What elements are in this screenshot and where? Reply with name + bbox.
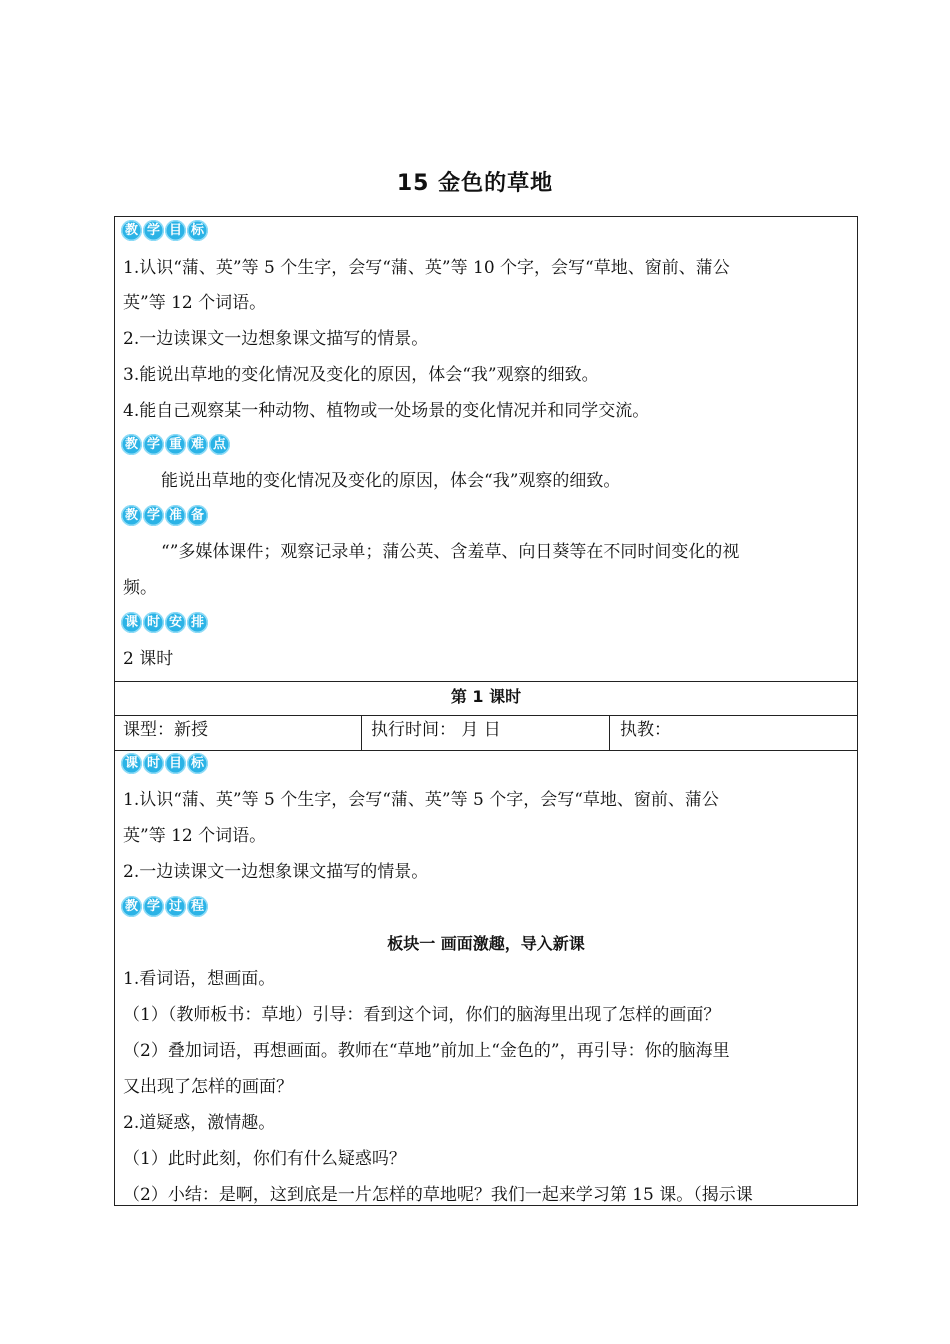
lesson-heading: 第 1 课时: [450, 687, 522, 706]
process-line: 2.道疑惑，激情趣。: [123, 1113, 276, 1133]
badge-char: 教: [121, 434, 142, 455]
badge-char: 过: [165, 896, 186, 917]
badge-char: 学: [143, 220, 164, 241]
execution-time: 执行时间： 月 日: [371, 720, 501, 740]
badge-char: 课: [121, 753, 142, 774]
badge-char: 教: [121, 505, 142, 526]
lesson-goal-line: 1.认识“蒲、英”等 5 个生字，会写“蒲、英”等 5 个字，会写“草地、窗前、蒲公: [123, 790, 719, 810]
divider: [609, 715, 610, 750]
process-line: （2）叠加词语，再想画面。教师在“草地”前加上“金色的”，再引导：你的脑海里: [123, 1041, 730, 1061]
schedule-text: 2 课时: [123, 649, 174, 669]
badge-char: 教: [121, 896, 142, 917]
badge-char: 目: [165, 753, 186, 774]
lesson-goal-line: 英”等 12 个词语。: [123, 826, 267, 846]
divider: [115, 715, 857, 716]
badge-char: 课: [121, 612, 142, 633]
objective-line: 4.能自己观察某一种动物、植物或一处场景的变化情况并和同学交流。: [123, 401, 650, 421]
schedule-badge: [121, 612, 208, 633]
objective-line: 3.能说出草地的变化情况及变化的原因，体会“我”观察的细致。: [123, 365, 599, 385]
badge-char: 标: [187, 753, 208, 774]
process-line: （1）（教师板书：草地）引导：看到这个词，你们的脑海里出现了怎样的画面？: [123, 1005, 721, 1025]
page-title: 15 金色的草地: [396, 171, 554, 196]
preparation-line: “”多媒体课件；观察记录单；蒲公英、含羞草、向日葵等在不同时间变化的视: [161, 542, 740, 562]
lesson-type: 课型：新授: [123, 720, 208, 740]
badge-char: 时: [143, 753, 164, 774]
objective-line: 2.一边读课文一边想象课文描写的情景。: [123, 329, 429, 349]
badge-char: 难: [187, 434, 208, 455]
divider: [115, 750, 857, 751]
key-points-text: 能说出草地的变化情况及变化的原因，体会“我”观察的细致。: [161, 471, 621, 491]
lesson-plan-table: [114, 216, 858, 1206]
badge-char: 安: [165, 612, 186, 633]
preparation-line: 频。: [123, 578, 157, 598]
lesson-goals-badge: [121, 753, 208, 774]
block-heading: 板块一 画面激趣，导入新课: [387, 934, 585, 953]
badge-char: 时: [143, 612, 164, 633]
key-points-badge: [121, 434, 230, 455]
badge-char: 标: [187, 220, 208, 241]
badge-char: 学: [143, 896, 164, 917]
objective-line: 1.认识“蒲、英”等 5 个生字，会写“蒲、英”等 10 个字，会写“草地、窗前、蒲公: [123, 258, 730, 278]
divider: [115, 681, 857, 682]
teacher: 执教：: [620, 720, 671, 740]
objective-line: 英”等 12 个词语。: [123, 293, 267, 313]
process-badge: [121, 896, 208, 917]
badge-char: 目: [165, 220, 186, 241]
badge-char: 备: [187, 505, 208, 526]
badge-char: 学: [143, 505, 164, 526]
badge-char: 准: [165, 505, 186, 526]
process-line: 又出现了怎样的画面？: [123, 1077, 293, 1097]
process-line: 1.看词语，想画面。: [123, 969, 276, 989]
preparation-badge: [121, 505, 208, 526]
divider: [361, 715, 362, 750]
badge-char: 教: [121, 220, 142, 241]
process-line: （1）此时此刻，你们有什么疑惑吗？: [123, 1149, 406, 1169]
process-line: （2）小结：是啊，这到底是一片怎样的草地呢？我们一起来学习第 15 课。（揭示课: [123, 1185, 753, 1205]
objectives-badge: [121, 220, 208, 241]
lesson-goal-line: 2.一边读课文一边想象课文描写的情景。: [123, 862, 429, 882]
badge-char: 重: [165, 434, 186, 455]
badge-char: 学: [143, 434, 164, 455]
badge-char: 排: [187, 612, 208, 633]
badge-char: 点: [209, 434, 230, 455]
badge-char: 程: [187, 896, 208, 917]
